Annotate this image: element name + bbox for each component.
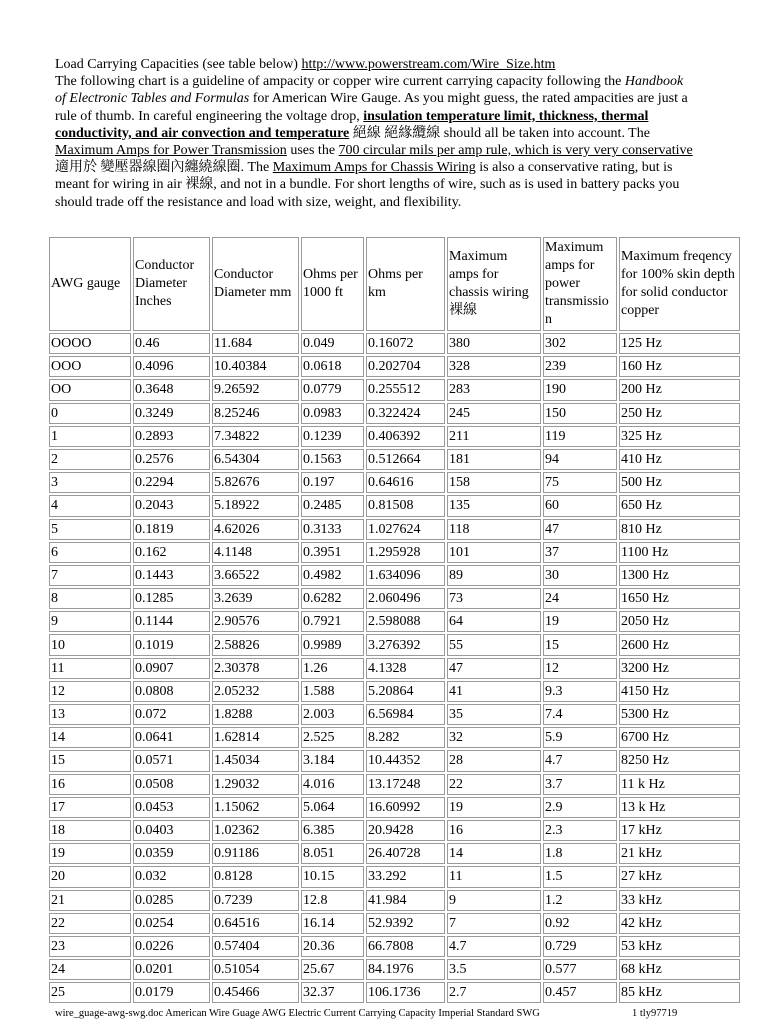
cell-awg: 2 [49, 449, 131, 470]
cell-skin-freq: 85 kHz [619, 982, 740, 1003]
cell-skin-freq: 810 Hz [619, 519, 740, 540]
cell-skin-freq: 21 kHz [619, 843, 740, 864]
awg-table [47, 235, 742, 1005]
cell-diameter-mm: 4.62026 [212, 519, 299, 540]
cell-diameter-in: 0.0403 [133, 820, 210, 841]
table-row [49, 843, 740, 864]
cell-diameter-mm: 8.25246 [212, 403, 299, 424]
cell-skin-freq: 42 kHz [619, 913, 740, 934]
cell-skin-freq: 33 kHz [619, 890, 740, 911]
cell-diameter-mm: 5.18922 [212, 495, 299, 516]
table-row [49, 774, 740, 795]
cell-power-amps: 239 [543, 356, 617, 377]
cell-awg: OO [49, 379, 131, 400]
cell-diameter-in: 0.072 [133, 704, 210, 725]
cell-power-amps: 119 [543, 426, 617, 447]
cell-ohms-ft: 0.4982 [301, 565, 364, 586]
cell-ohms-km: 26.40728 [366, 843, 445, 864]
cell-power-amps: 1.5 [543, 866, 617, 887]
cell-ohms-ft: 0.197 [301, 472, 364, 493]
cell-skin-freq: 410 Hz [619, 449, 740, 470]
cell-power-amps: 7.4 [543, 704, 617, 725]
cell-power-amps: 24 [543, 588, 617, 609]
cell-awg: 13 [49, 704, 131, 725]
cell-diameter-mm: 1.29032 [212, 774, 299, 795]
cell-diameter-in: 0.0226 [133, 936, 210, 957]
cell-skin-freq: 2600 Hz [619, 634, 740, 655]
cell-skin-freq: 125 Hz [619, 333, 740, 354]
cell-awg: 3 [49, 472, 131, 493]
cell-chassis-amps: 328 [447, 356, 541, 377]
cell-skin-freq: 5300 Hz [619, 704, 740, 725]
max-amps-power-link[interactable]: Maximum Amps for Power Transmission [55, 143, 287, 159]
cell-skin-freq: 500 Hz [619, 472, 740, 493]
cell-ohms-km: 1.634096 [366, 565, 445, 586]
cell-ohms-km: 66.7808 [366, 936, 445, 957]
cell-power-amps: 3.7 [543, 774, 617, 795]
cell-skin-freq: 17 kHz [619, 820, 740, 841]
cell-diameter-mm: 2.30378 [212, 658, 299, 679]
footer-text: wire_guage-awg-swg.doc American Wire Guage AWG Electric Current Carrying Capacity Imperial Standard SWG [55, 1008, 540, 1019]
cell-awg: 12 [49, 681, 131, 702]
cell-skin-freq: 53 kHz [619, 936, 740, 957]
cell-awg: OOOO [49, 333, 131, 354]
cell-diameter-mm: 1.8288 [212, 704, 299, 725]
cell-diameter-mm: 0.7239 [212, 890, 299, 911]
cell-ohms-km: 4.1328 [366, 658, 445, 679]
cell-ohms-ft: 0.0779 [301, 379, 364, 400]
table-row [49, 542, 740, 563]
cell-diameter-in: 0.0641 [133, 727, 210, 748]
cell-ohms-ft: 32.37 [301, 982, 364, 1003]
header-skin-freq: Maximum freqency for 100% skin depth for solid conductor copper [619, 237, 740, 331]
cell-awg: 10 [49, 634, 131, 655]
cell-ohms-ft: 0.3951 [301, 542, 364, 563]
cell-skin-freq: 250 Hz [619, 403, 740, 424]
cell-diameter-mm: 4.1148 [212, 542, 299, 563]
cell-diameter-in: 0.032 [133, 866, 210, 887]
cell-diameter-mm: 10.40384 [212, 356, 299, 377]
cell-chassis-amps: 47 [447, 658, 541, 679]
cell-ohms-km: 0.16072 [366, 333, 445, 354]
cell-power-amps: 5.9 [543, 727, 617, 748]
cell-diameter-mm: 0.91186 [212, 843, 299, 864]
cell-ohms-km: 0.322424 [366, 403, 445, 424]
cell-diameter-in: 0.0285 [133, 890, 210, 911]
cell-awg: 15 [49, 750, 131, 771]
cell-ohms-ft: 0.1563 [301, 449, 364, 470]
cell-skin-freq: 3200 Hz [619, 658, 740, 679]
cell-diameter-in: 0.3648 [133, 379, 210, 400]
cell-ohms-ft: 25.67 [301, 959, 364, 980]
cell-skin-freq: 11 k Hz [619, 774, 740, 795]
cell-ohms-km: 2.060496 [366, 588, 445, 609]
cell-diameter-in: 0.46 [133, 333, 210, 354]
cell-ohms-ft: 6.385 [301, 820, 364, 841]
table-row [49, 658, 740, 679]
table-row [49, 333, 740, 354]
cell-ohms-ft: 12.8 [301, 890, 364, 911]
cell-diameter-in: 0.1285 [133, 588, 210, 609]
cell-ohms-ft: 0.9989 [301, 634, 364, 655]
cell-skin-freq: 1650 Hz [619, 588, 740, 609]
cell-power-amps: 9.3 [543, 681, 617, 702]
cell-skin-freq: 13 k Hz [619, 797, 740, 818]
table-row [49, 472, 740, 493]
table-row [49, 936, 740, 957]
table-row [49, 913, 740, 934]
cell-diameter-in: 0.0453 [133, 797, 210, 818]
cell-power-amps: 47 [543, 519, 617, 540]
cell-chassis-amps: 4.7 [447, 936, 541, 957]
cell-ohms-km: 5.20864 [366, 681, 445, 702]
cell-diameter-mm: 2.58826 [212, 634, 299, 655]
cell-diameter-mm: 0.51054 [212, 959, 299, 980]
cell-diameter-in: 0.4096 [133, 356, 210, 377]
cell-diameter-in: 0.0359 [133, 843, 210, 864]
cell-ohms-ft: 1.26 [301, 658, 364, 679]
cell-power-amps: 150 [543, 403, 617, 424]
table-row [49, 959, 740, 980]
cell-power-amps: 30 [543, 565, 617, 586]
cell-awg: 0 [49, 403, 131, 424]
cell-power-amps: 0.92 [543, 913, 617, 934]
cell-awg: 20 [49, 866, 131, 887]
table-body [49, 333, 740, 1003]
cell-diameter-in: 0.0808 [133, 681, 210, 702]
cell-diameter-in: 0.1144 [133, 611, 210, 632]
cell-awg: 7 [49, 565, 131, 586]
cell-power-amps: 94 [543, 449, 617, 470]
cell-diameter-mm: 0.45466 [212, 982, 299, 1003]
cell-ohms-ft: 0.2485 [301, 495, 364, 516]
cell-diameter-in: 0.0571 [133, 750, 210, 771]
cell-chassis-amps: 211 [447, 426, 541, 447]
cell-awg: 17 [49, 797, 131, 818]
cell-power-amps: 15 [543, 634, 617, 655]
cell-skin-freq: 160 Hz [619, 356, 740, 377]
cell-diameter-mm: 1.62814 [212, 727, 299, 748]
cell-chassis-amps: 9 [447, 890, 541, 911]
cell-power-amps: 12 [543, 658, 617, 679]
cell-power-amps: 4.7 [543, 750, 617, 771]
cell-awg: 24 [49, 959, 131, 980]
table-header-row [49, 237, 740, 331]
cell-ohms-km: 0.64616 [366, 472, 445, 493]
cell-diameter-mm: 1.45034 [212, 750, 299, 771]
cell-ohms-ft: 8.051 [301, 843, 364, 864]
cell-chassis-amps: 55 [447, 634, 541, 655]
cell-diameter-mm: 11.684 [212, 333, 299, 354]
cell-chassis-amps: 101 [447, 542, 541, 563]
cell-awg: 23 [49, 936, 131, 957]
cell-ohms-ft: 0.049 [301, 333, 364, 354]
cell-chassis-amps: 32 [447, 727, 541, 748]
cell-power-amps: 60 [543, 495, 617, 516]
cell-chassis-amps: 73 [447, 588, 541, 609]
cell-diameter-in: 0.0907 [133, 658, 210, 679]
cell-diameter-in: 0.0201 [133, 959, 210, 980]
cell-diameter-in: 0.2576 [133, 449, 210, 470]
cell-awg: 6 [49, 542, 131, 563]
cell-ohms-km: 1.027624 [366, 519, 445, 540]
cell-chassis-amps: 28 [447, 750, 541, 771]
table-row [49, 379, 740, 400]
table-row [49, 727, 740, 748]
cell-ohms-ft: 20.36 [301, 936, 364, 957]
intro-text [55, 56, 695, 211]
cell-awg: 14 [49, 727, 131, 748]
cell-ohms-ft: 3.184 [301, 750, 364, 771]
powerstream-link[interactable]: http://www.powerstream.com/Wire_Size.htm [301, 57, 556, 72]
cell-power-amps: 19 [543, 611, 617, 632]
cell-skin-freq: 650 Hz [619, 495, 740, 516]
table-row [49, 750, 740, 771]
cell-diameter-in: 0.1019 [133, 634, 210, 655]
handbook-title: Handbook of Electronic Tables and Formulas [55, 74, 684, 107]
cell-skin-freq: 2050 Hz [619, 611, 740, 632]
cell-power-amps: 2.9 [543, 797, 617, 818]
cell-ohms-ft: 4.016 [301, 774, 364, 795]
cell-chassis-amps: 11 [447, 866, 541, 887]
cell-chassis-amps: 19 [447, 797, 541, 818]
cell-ohms-km: 106.1736 [366, 982, 445, 1003]
cell-power-amps: 190 [543, 379, 617, 400]
cell-awg: 4 [49, 495, 131, 516]
cell-ohms-ft: 0.1239 [301, 426, 364, 447]
cell-ohms-ft: 0.3133 [301, 519, 364, 540]
table-row [49, 519, 740, 540]
cell-ohms-km: 0.202704 [366, 356, 445, 377]
cell-power-amps: 37 [543, 542, 617, 563]
header-diameter-mm: Conductor Diameter mm [212, 237, 299, 331]
table-row [49, 890, 740, 911]
header-ohms-ft: Ohms per 1000 ft [301, 237, 364, 331]
cell-ohms-km: 0.255512 [366, 379, 445, 400]
cell-ohms-km: 6.56984 [366, 704, 445, 725]
table-row [49, 449, 740, 470]
cell-skin-freq: 6700 Hz [619, 727, 740, 748]
cell-ohms-km: 3.276392 [366, 634, 445, 655]
cell-power-amps: 2.3 [543, 820, 617, 841]
cell-chassis-amps: 35 [447, 704, 541, 725]
cell-skin-freq: 1300 Hz [619, 565, 740, 586]
insulation-emphasis: insulation temperature limit, thickness, thermal conductivity, and air convection and temperature [55, 108, 649, 141]
cell-awg: 9 [49, 611, 131, 632]
cell-ohms-km: 13.17248 [366, 774, 445, 795]
cell-ohms-ft: 0.6282 [301, 588, 364, 609]
cell-power-amps: 1.8 [543, 843, 617, 864]
cell-chassis-amps: 135 [447, 495, 541, 516]
cell-diameter-in: 0.2893 [133, 426, 210, 447]
table-row [49, 820, 740, 841]
cell-ohms-km: 0.81508 [366, 495, 445, 516]
table-row [49, 611, 740, 632]
table-row [49, 704, 740, 725]
cell-ohms-ft: 2.525 [301, 727, 364, 748]
cell-diameter-in: 0.2043 [133, 495, 210, 516]
cell-awg: 21 [49, 890, 131, 911]
cell-chassis-amps: 380 [447, 333, 541, 354]
cell-ohms-ft: 1.588 [301, 681, 364, 702]
table-row [49, 982, 740, 1003]
cell-chassis-amps: 3.5 [447, 959, 541, 980]
cell-awg: 1 [49, 426, 131, 447]
cell-diameter-mm: 1.15062 [212, 797, 299, 818]
cell-awg: 16 [49, 774, 131, 795]
cell-diameter-mm: 2.05232 [212, 681, 299, 702]
cell-ohms-ft: 5.064 [301, 797, 364, 818]
cell-power-amps: 1.2 [543, 890, 617, 911]
cell-ohms-km: 33.292 [366, 866, 445, 887]
cell-skin-freq: 325 Hz [619, 426, 740, 447]
cell-power-amps: 302 [543, 333, 617, 354]
cell-chassis-amps: 64 [447, 611, 541, 632]
cell-power-amps: 0.457 [543, 982, 617, 1003]
cell-diameter-in: 0.0179 [133, 982, 210, 1003]
cell-diameter-mm: 1.02362 [212, 820, 299, 841]
cell-chassis-amps: 22 [447, 774, 541, 795]
cell-ohms-km: 1.295928 [366, 542, 445, 563]
circular-mils-link[interactable]: 700 circular mils per amp rule, which is very very conservative [338, 143, 693, 159]
cell-skin-freq: 68 kHz [619, 959, 740, 980]
cell-ohms-km: 16.60992 [366, 797, 445, 818]
cell-ohms-km: 20.9428 [366, 820, 445, 841]
header-diameter-in: Conductor Diameter Inches [133, 237, 210, 331]
cell-ohms-km: 0.512664 [366, 449, 445, 470]
cell-diameter-mm: 6.54304 [212, 449, 299, 470]
cell-skin-freq: 200 Hz [619, 379, 740, 400]
cell-chassis-amps: 2.7 [447, 982, 541, 1003]
table-row [49, 403, 740, 424]
cell-chassis-amps: 16 [447, 820, 541, 841]
cell-diameter-mm: 5.82676 [212, 472, 299, 493]
header-chassis-amps: Maximum amps for chassis wiring 裸線 [447, 237, 541, 331]
cell-ohms-ft: 0.0618 [301, 356, 364, 377]
cell-power-amps: 75 [543, 472, 617, 493]
cell-skin-freq: 8250 Hz [619, 750, 740, 771]
header-awg: AWG gauge [49, 237, 131, 331]
cell-awg: 18 [49, 820, 131, 841]
cell-diameter-mm: 2.90576 [212, 611, 299, 632]
cell-chassis-amps: 181 [447, 449, 541, 470]
cell-diameter-in: 0.162 [133, 542, 210, 563]
table-row [49, 634, 740, 655]
cell-awg: 11 [49, 658, 131, 679]
table-row [49, 866, 740, 887]
cell-diameter-mm: 0.8128 [212, 866, 299, 887]
page-footer [55, 1008, 755, 1019]
cell-diameter-mm: 0.64516 [212, 913, 299, 934]
cell-power-amps: 0.729 [543, 936, 617, 957]
table-row [49, 588, 740, 609]
cell-diameter-mm: 3.66522 [212, 565, 299, 586]
table-row [49, 426, 740, 447]
cell-diameter-in: 0.1443 [133, 565, 210, 586]
cell-ohms-ft: 16.14 [301, 913, 364, 934]
table-row [49, 681, 740, 702]
cell-ohms-km: 84.1976 [366, 959, 445, 980]
cell-diameter-mm: 0.57404 [212, 936, 299, 957]
cell-chassis-amps: 89 [447, 565, 541, 586]
cell-ohms-km: 0.406392 [366, 426, 445, 447]
header-ohms-km: Ohms per km [366, 237, 445, 331]
cell-ohms-km: 52.9392 [366, 913, 445, 934]
cell-ohms-km: 41.984 [366, 890, 445, 911]
cell-skin-freq: 27 kHz [619, 866, 740, 887]
cell-skin-freq: 4150 Hz [619, 681, 740, 702]
table-row [49, 565, 740, 586]
cell-diameter-in: 0.0254 [133, 913, 210, 934]
header-power-amps: Maximum amps for power transmissio n [543, 237, 617, 331]
cell-chassis-amps: 158 [447, 472, 541, 493]
cell-diameter-mm: 3.2639 [212, 588, 299, 609]
cell-chassis-amps: 118 [447, 519, 541, 540]
cell-ohms-km: 8.282 [366, 727, 445, 748]
cell-power-amps: 0.577 [543, 959, 617, 980]
cell-awg: 5 [49, 519, 131, 540]
cell-awg: 8 [49, 588, 131, 609]
table-row [49, 797, 740, 818]
cell-diameter-in: 0.3249 [133, 403, 210, 424]
cell-diameter-mm: 9.26592 [212, 379, 299, 400]
cell-ohms-ft: 0.0983 [301, 403, 364, 424]
table-row [49, 356, 740, 377]
cell-diameter-in: 0.1819 [133, 519, 210, 540]
cell-chassis-amps: 283 [447, 379, 541, 400]
cell-ohms-ft: 2.003 [301, 704, 364, 725]
cell-diameter-mm: 7.34822 [212, 426, 299, 447]
cell-ohms-ft: 10.15 [301, 866, 364, 887]
cell-diameter-in: 0.0508 [133, 774, 210, 795]
cell-awg: OOO [49, 356, 131, 377]
cell-chassis-amps: 245 [447, 403, 541, 424]
table-row [49, 495, 740, 516]
cell-awg: 25 [49, 982, 131, 1003]
intro-paragraph: The following chart is a guideline of ampacity or copper wire current carrying capacity following the Handbook of Electronic Tables and Formulas for American Wire Gauge. As you might guess, the rated ampacities are just a rule of thumb. In careful engineering the voltage drop, insulation temperature limit, thickness, thermal conductivity, and air convection and temperature 絕線 絕緣纜線 should all be taken into account. The Maximum Amps for Power Transmission uses the 700 circular mils per amp rule, which is very very conservative 適用於 變壓器線圈內纏繞線圈. The Maximum Amps for Chassis Wiring is also a conservative rating, but is meant for wiring in air 裸線, and not in a bundle. For short lengths of wire, such as is used in battery packs you should trade off the resistance and load with size, weight, and flexibility. [55, 74, 693, 210]
cell-awg: 19 [49, 843, 131, 864]
cell-chassis-amps: 14 [447, 843, 541, 864]
cell-ohms-km: 2.598088 [366, 611, 445, 632]
cell-chassis-amps: 7 [447, 913, 541, 934]
intro-line1: Load Carrying Capacities (see table below) http://www.powerstream.com/Wire_Size.htm [55, 57, 556, 72]
page-number: 1 tly97719 [632, 1008, 678, 1019]
cell-skin-freq: 1100 Hz [619, 542, 740, 563]
cell-awg: 22 [49, 913, 131, 934]
cell-diameter-in: 0.2294 [133, 472, 210, 493]
max-amps-chassis-link[interactable]: Maximum Amps for Chassis Wiring [272, 160, 476, 176]
cell-chassis-amps: 41 [447, 681, 541, 702]
cell-ohms-ft: 0.7921 [301, 611, 364, 632]
cell-ohms-km: 10.44352 [366, 750, 445, 771]
